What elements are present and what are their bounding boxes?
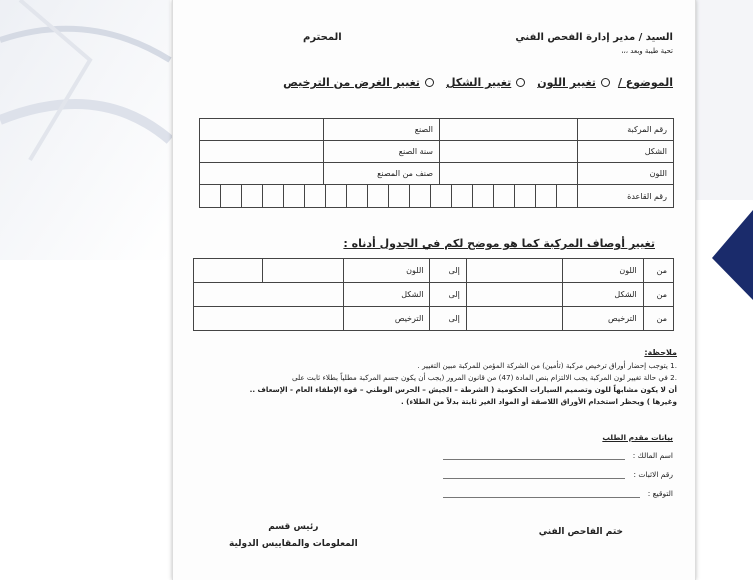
cell-from: من <box>643 259 673 283</box>
cell-to: إلى <box>430 259 466 283</box>
cell-label: الشكل <box>343 283 430 307</box>
owner-name-label: اسم المالك : <box>632 451 673 460</box>
id-number-input[interactable] <box>443 469 625 479</box>
radio-circle-icon <box>425 78 434 87</box>
radio-circle-icon <box>601 78 610 87</box>
from-shape-field[interactable] <box>466 283 562 307</box>
chassis-number-field[interactable] <box>200 185 578 208</box>
subject-label: الموضوع / <box>617 76 673 89</box>
note-item: .1 يتوجب إحضار أوراق ترخيص مركبة (تأمين) من الشركة المؤمن للمركبة مبين التغيير . <box>417 361 677 370</box>
signature-row <box>443 488 673 498</box>
signature-input[interactable] <box>443 488 640 498</box>
cell-label: الترخيص <box>343 307 430 331</box>
from-license-field[interactable] <box>466 307 562 331</box>
to-color-field[interactable] <box>262 259 343 283</box>
option-color-change[interactable]: تغيير اللون <box>537 76 610 89</box>
owner-name-input[interactable] <box>443 450 625 460</box>
id-number-label: رقم الاثبات : <box>633 470 673 479</box>
owner-name-row <box>443 450 673 460</box>
note-item: .2 في حالة تغيير لون المركبة يجب الالتزام بنص المادة (47) من قانون المرور (يجب أن يكون جسم المركبة مطلياً بطلاء ثابت على <box>291 373 677 382</box>
cell-year-label: سنة الصنع <box>324 141 440 163</box>
notes-block <box>182 360 677 408</box>
arrow-icon <box>712 210 753 300</box>
vehicle-info-table <box>199 118 674 208</box>
cell-label: الترخيص <box>562 307 643 331</box>
greeting-line: تحية طيبة وبعد ،،، <box>621 47 673 55</box>
notes-title: ملاحظة: <box>644 348 677 357</box>
inspector-stamp-label: ختم الفاحص الفني <box>538 527 623 537</box>
cell-class-label: صنف من المصنع <box>324 163 440 185</box>
cell-vehicle-number-label: رقم المركبة <box>578 119 674 141</box>
respected-label: المحترم <box>303 32 342 43</box>
signature-label: التوقيع : <box>647 489 673 498</box>
table-row <box>200 185 674 208</box>
change-heading: تغيير أوصاف المركبة كما هو موضح لكم في الجدول أدناه : <box>343 237 655 250</box>
cell-make-label: الصنع <box>324 119 440 141</box>
cell-color-label: اللون <box>578 163 674 185</box>
from-color-field[interactable] <box>466 259 562 283</box>
addressee-line: السيد / مدير إدارة الفحص الفني <box>515 32 673 43</box>
class-field[interactable] <box>200 163 324 185</box>
color-field[interactable] <box>440 163 578 185</box>
cell-from: من <box>643 283 673 307</box>
option-license-purpose-change[interactable]: تغيير الغرض من الترخيص <box>283 76 434 89</box>
year-field[interactable] <box>200 141 324 163</box>
department-head-line2: المعلومات والمقاييس الدولية <box>229 539 358 549</box>
table-row <box>200 119 674 141</box>
radio-circle-icon <box>516 78 525 87</box>
note-item: وغيرها ) ويحظر استخدام الأوراق اللاصقة أو المواد الغير ثابتة بدلاً من الطلاء) . <box>400 397 677 406</box>
id-number-row <box>443 469 673 479</box>
change-table <box>193 258 674 331</box>
cell-from: من <box>643 307 673 331</box>
table-row <box>200 141 674 163</box>
vehicle-number-field[interactable] <box>440 119 578 141</box>
cell-label: اللون <box>562 259 643 283</box>
department-head-line1: رئيس قسم <box>268 522 319 532</box>
cell-label: اللون <box>343 259 430 283</box>
table-row <box>194 307 674 331</box>
cell-to: إلى <box>430 307 466 331</box>
option-shape-change[interactable]: تغيير الشكل <box>446 76 525 89</box>
form-document <box>172 0 696 580</box>
table-row <box>194 259 674 283</box>
shape-field[interactable] <box>440 141 578 163</box>
to-license-field[interactable] <box>194 307 344 331</box>
to-color-field-extra[interactable] <box>194 259 263 283</box>
department-head-label <box>229 519 358 553</box>
cell-shape-label: الشكل <box>578 141 674 163</box>
to-shape-field[interactable] <box>194 283 344 307</box>
subject-row <box>193 76 673 89</box>
table-row <box>200 163 674 185</box>
table-row <box>194 283 674 307</box>
cell-chassis-label: رقم القاعدة <box>578 185 674 208</box>
make-field[interactable] <box>200 119 324 141</box>
cell-label: الشكل <box>562 283 643 307</box>
cell-to: إلى <box>430 283 466 307</box>
applicant-title: بيانات مقدم الطلب <box>602 433 673 442</box>
note-item: أن لا يكون مشابهاً للون وتصميم السيارات الحكومية ( الشرطة – الجيش – الحرس الوطني – قوة الإطفاء العام - الإسعاف .. <box>249 385 677 394</box>
